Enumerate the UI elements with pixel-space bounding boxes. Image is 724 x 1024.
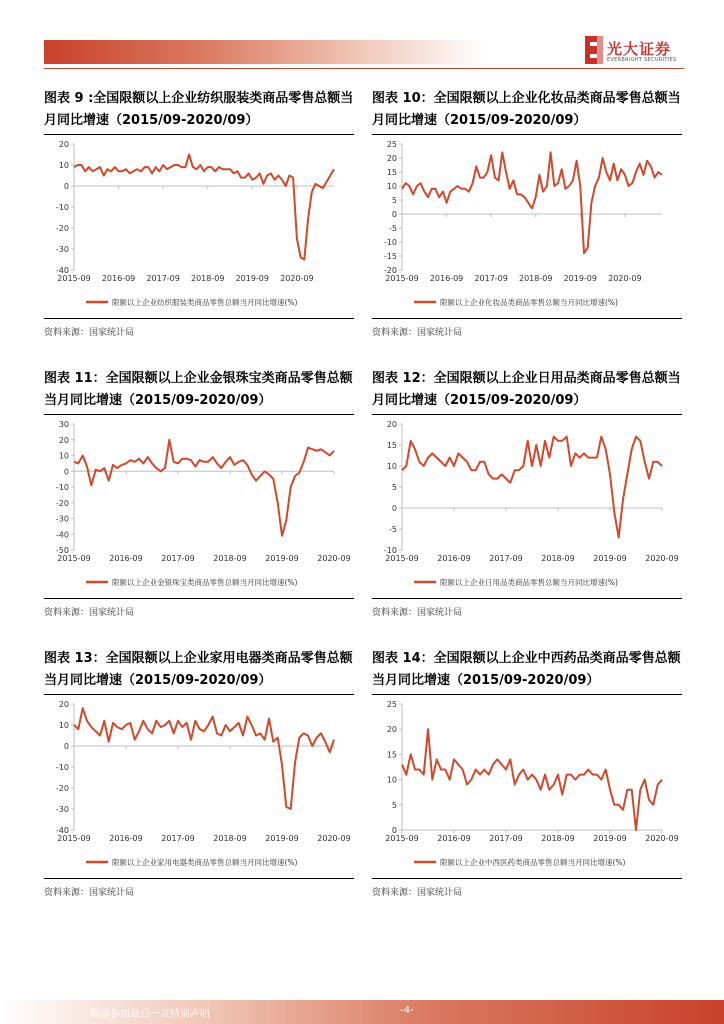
series-line: [402, 437, 662, 538]
chart-title: 图表 12：全国限额以上企业日用品类商品零售总额当月同比增速（2015/09-2020/09）: [372, 371, 681, 408]
source-note: 资料来源：国家统计局: [372, 328, 463, 338]
chart-block-4: [372, 368, 682, 623]
x-tick-label: 2017-09: [146, 274, 180, 283]
title-divider: [44, 694, 354, 695]
y-tick-label: 15: [386, 441, 397, 450]
x-tick-label: 2018-09: [541, 834, 575, 843]
x-tick-label: 2020-09: [608, 274, 642, 283]
chart-title: 图表 9 :全国限额以上企业纺织服装类商品零售总额当月同比增速（2015/09-2020/09）: [44, 91, 354, 128]
x-tick-label: 2020-09: [280, 274, 314, 283]
line-chart: [44, 698, 354, 878]
y-tick-label: 25: [386, 140, 397, 149]
chart-title: 图表 10：全国限额以上企业化妆品类商品零售总额当月同比增速（2015/09-2020/09）: [372, 91, 681, 128]
line-chart: [44, 138, 354, 318]
source-note: 资料来源：国家统计局: [372, 608, 463, 618]
series-line: [74, 440, 334, 536]
series-line: [74, 155, 334, 260]
footer-disclaimer: 敬请参阅最后一页特别声明: [90, 1009, 210, 1020]
y-tick-label: 0: [63, 182, 69, 191]
y-tick-label: 20: [58, 435, 69, 445]
line-chart: [372, 418, 682, 598]
x-tick-label: 2019-09: [265, 554, 299, 563]
y-tick-label: 10: [386, 462, 397, 471]
source-note: 资料来源：国家统计局: [44, 328, 135, 338]
y-tick-label: -15: [383, 252, 397, 261]
y-tick-label: 0: [63, 742, 69, 751]
company-name: 光大证券: [607, 40, 672, 58]
x-tick-label: 2017-09: [489, 834, 523, 843]
y-tick-label: 5: [391, 483, 397, 492]
y-tick-label: 5: [391, 800, 397, 810]
legend-divider: [44, 878, 354, 879]
y-tick-label: 25: [386, 700, 397, 709]
chart-title: 图表 14：全国限额以上企业中西药品类商品零售总额当月同比增速（2015/09-2020/09）: [372, 651, 681, 688]
title-divider: [372, 414, 682, 415]
x-tick-label: 2017-09: [161, 834, 195, 843]
y-tick-label: 10: [58, 451, 69, 461]
chart-title: 图表 13：全国限额以上企业家用电器类商品零售总额当月同比增速（2015/09-2020/09）: [44, 651, 353, 688]
y-tick-label: -40: [55, 530, 69, 540]
series-line: [402, 729, 662, 830]
title-divider: [372, 694, 682, 695]
x-tick-label: 2018-09: [518, 274, 553, 283]
company-logo: [585, 36, 685, 68]
x-tick-label: 2016-09: [437, 834, 471, 843]
y-tick-label: 5: [391, 196, 397, 205]
chart-block-1: [44, 88, 354, 343]
line-chart: [372, 698, 682, 878]
chart-block-6: [372, 648, 682, 903]
legend-label: 限额以上企业纺织服装类商品零售总额当月同比增速(%): [112, 298, 298, 307]
y-tick-label: 10: [386, 182, 397, 191]
y-tick-label: -40: [55, 266, 69, 275]
x-tick-label: 2019-09: [593, 834, 627, 843]
legend-label: 限额以上企业家用电器类商品零售总额当月同比增速(%): [112, 858, 298, 867]
x-tick-label: 2015-09: [385, 554, 419, 563]
y-tick-label: 30: [58, 420, 69, 429]
legend-label: 限额以上企业化妆品类商品零售总额当月同比增速(%): [440, 298, 618, 307]
legend-divider: [44, 318, 354, 319]
legend-label: 限额以上企业金银珠宝类商品零售总额当月同比增速(%): [112, 578, 298, 587]
title-divider: [44, 414, 354, 415]
x-tick-label: 2016-09: [101, 274, 136, 283]
y-tick-label: 20: [58, 140, 69, 149]
x-tick-label: 2016-09: [109, 834, 143, 843]
y-tick-label: -20: [383, 266, 397, 275]
y-tick-label: -5: [389, 525, 397, 534]
x-tick-label: 2016-09: [429, 274, 464, 283]
x-tick-label: 2015-09: [57, 834, 91, 843]
source-note: 资料来源：国家统计局: [44, 608, 135, 618]
x-tick-label: 2017-09: [474, 274, 508, 283]
x-tick-label: 2019-09: [265, 834, 299, 843]
x-tick-label: 2020-09: [317, 554, 351, 563]
y-tick-label: -30: [55, 805, 69, 814]
y-tick-label: 20: [58, 700, 69, 709]
y-tick-label: 10: [58, 721, 69, 730]
y-tick-label: 20: [386, 725, 397, 735]
y-tick-label: -10: [55, 483, 69, 492]
x-tick-label: 2019-09: [563, 274, 598, 283]
y-tick-label: -10: [383, 238, 397, 247]
y-tick-label: -30: [55, 245, 69, 254]
y-tick-label: -20: [55, 224, 69, 233]
x-tick-label: 2017-09: [489, 554, 523, 563]
x-tick-label: 2018-09: [541, 554, 575, 563]
x-tick-label: 2015-09: [385, 274, 419, 283]
y-tick-label: -50: [55, 546, 69, 555]
title-divider: [372, 134, 682, 135]
x-tick-label: 2015-09: [385, 834, 419, 843]
legend-divider: [372, 598, 682, 599]
y-tick-label: 10: [58, 161, 69, 170]
x-tick-label: 2020-09: [645, 554, 679, 563]
y-tick-label: 15: [386, 168, 397, 177]
y-tick-label: -30: [55, 514, 69, 524]
source-note: 资料来源：国家统计局: [44, 888, 135, 898]
y-tick-label: 15: [386, 750, 397, 760]
y-tick-label: -5: [389, 224, 397, 233]
company-logo-icon: [585, 36, 603, 64]
y-tick-label: -10: [55, 763, 69, 772]
x-tick-label: 2017-09: [161, 554, 195, 563]
x-tick-label: 2020-09: [317, 834, 351, 843]
company-name-en: EVERBRIGHT SECURITIES: [607, 57, 677, 63]
y-tick-label: -20: [55, 498, 69, 508]
x-tick-label: 2019-09: [593, 554, 627, 563]
legend-divider: [372, 878, 682, 879]
chart-block-3: [44, 368, 354, 623]
series-line: [74, 708, 334, 809]
y-tick-label: -20: [55, 784, 69, 793]
y-tick-label: 0: [63, 467, 69, 477]
x-tick-label: 2019-09: [235, 274, 270, 283]
x-tick-label: 2015-09: [57, 274, 91, 283]
legend-label: 限额以上企业中西医药类商品零售总额当月同比增速(%): [440, 858, 626, 867]
legend-divider: [372, 318, 682, 319]
y-tick-label: 20: [386, 154, 397, 163]
source-note: 资料来源：国家统计局: [372, 888, 463, 898]
y-tick-label: 0: [391, 504, 397, 513]
y-tick-label: -40: [55, 826, 69, 835]
x-tick-label: 2018-09: [190, 274, 225, 283]
y-tick-label: -10: [383, 546, 397, 555]
y-tick-label: 0: [391, 210, 397, 219]
chart-block-5: [44, 648, 354, 903]
legend-divider: [44, 598, 354, 599]
header-divider: [44, 68, 684, 69]
y-tick-label: -10: [55, 203, 69, 212]
x-tick-label: 2018-09: [213, 554, 247, 563]
title-divider: [44, 134, 354, 135]
line-chart: [44, 418, 354, 598]
x-tick-label: 2016-09: [437, 554, 471, 563]
legend-label: 限额以上企业日用品类商品零售总额当月同比增速(%): [440, 578, 618, 587]
line-chart: [372, 138, 682, 318]
chart-block-2: [372, 88, 682, 343]
y-tick-label: 10: [386, 775, 397, 785]
series-line: [402, 152, 662, 253]
y-tick-label: 20: [386, 420, 397, 429]
x-tick-label: 2016-09: [109, 554, 143, 563]
x-tick-label: 2015-09: [57, 554, 91, 563]
chart-title: 图表 11：全国限额以上企业金银珠宝类商品零售总额当月同比增速（2015/09-2020/09）: [44, 371, 353, 408]
page-number: -4-: [400, 1005, 414, 1016]
x-tick-label: 2018-09: [213, 834, 247, 843]
x-tick-label: 2020-09: [645, 834, 679, 843]
header-gradient-bar: [44, 40, 484, 64]
y-tick-label: 0: [391, 826, 397, 835]
